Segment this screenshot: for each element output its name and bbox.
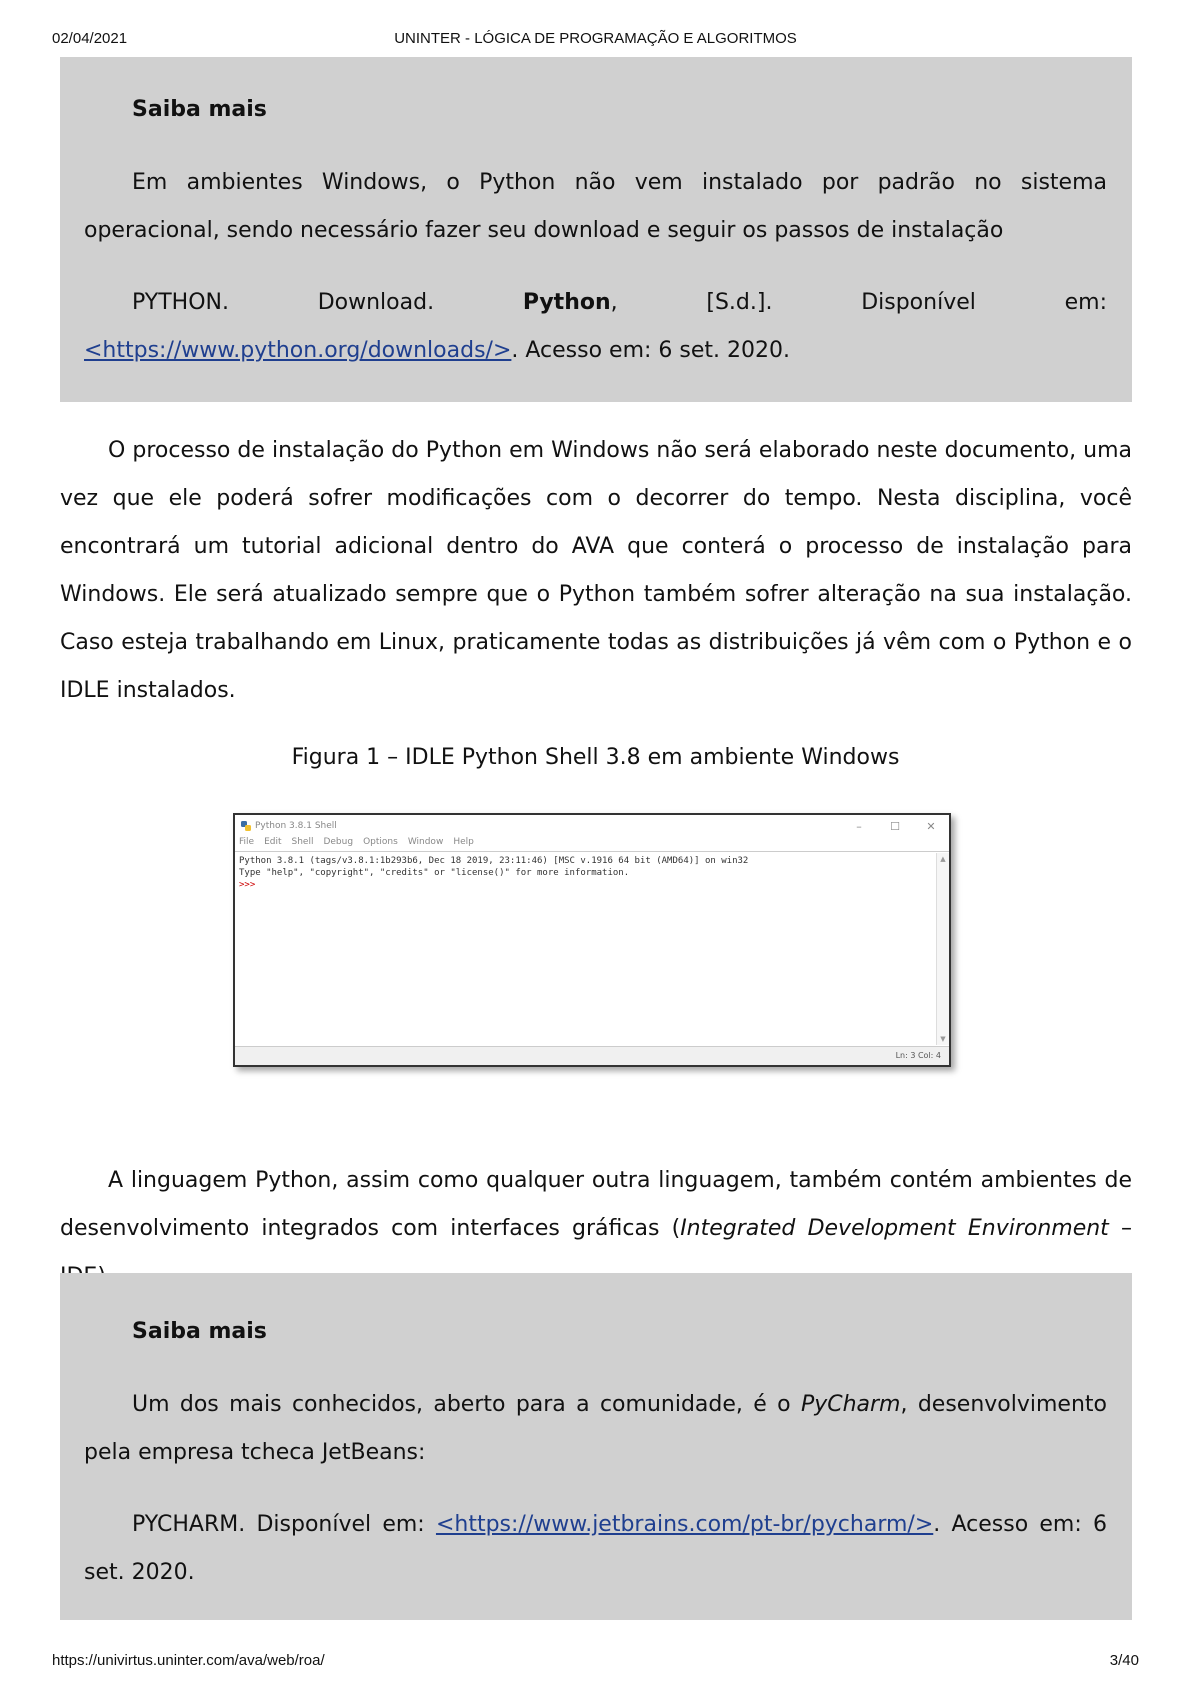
shell-output [235, 853, 935, 1045]
menu-file: File [239, 837, 255, 847]
idle-shell-screenshot [233, 813, 951, 1067]
python-download-link[interactable]: <https://www.python.org/downloads/> [84, 338, 512, 363]
page-number: 3/40 [1109, 1652, 1139, 1669]
reference-text: PYCHARM. Disponível em: [132, 1512, 436, 1537]
scroll-up-icon: ▲ [940, 855, 946, 863]
window-menubar [235, 837, 949, 852]
box-paragraph [84, 1381, 1107, 1477]
box-reference [84, 1501, 1107, 1597]
reference-text: , [S.d.]. Disponível em: [610, 290, 1107, 315]
box-title: Saiba mais [132, 1319, 267, 1344]
scrollbar [936, 853, 949, 1045]
window-titlebar [235, 815, 949, 837]
box-paragraph: Em ambientes Windows, o Python não vem instalado por padrão no sistema operacional, sendo necessário fazer seu download e seguir os passos de instalação [84, 170, 1107, 243]
saiba-mais-box-python [60, 57, 1132, 402]
menu-options: Options [363, 837, 398, 847]
reference-text: PYTHON. Download. [132, 290, 523, 315]
header-date: 02/04/2021 [52, 30, 128, 47]
shell-line: Type "help", "copyright", "credits" or "license()" for more information. [239, 868, 630, 878]
saiba-mais-box-pycharm [60, 1273, 1132, 1620]
close-icon: ✕ [926, 819, 936, 833]
reference-text: . Acesso em: 6 set. 2020. [84, 1512, 1107, 1585]
paragraph-italic: Integrated Development Environment [680, 1216, 1109, 1241]
figure-caption: Figura 1 – IDLE Python Shell 3.8 em ambiente Windows [291, 745, 900, 770]
menu-window: Window [407, 837, 444, 847]
box-italic: PyCharm [800, 1392, 901, 1417]
pycharm-link[interactable]: <https://www.jetbrains.com/pt-br/pycharm/> [435, 1512, 934, 1537]
footer-url: https://univirtus.uninter.com/ava/web/roa/ [52, 1652, 325, 1669]
box-text: , desenvolvimento pela empresa tcheca JetBeans: [84, 1392, 1107, 1465]
paragraph-text: – [1120, 1216, 1132, 1241]
header-title: UNINTER - LÓGICA DE PROGRAMAÇÃO E ALGORITMOS [394, 30, 797, 47]
body-paragraph: O processo de instalação do Python em Windows não será elaborado neste documento, uma vez que ele poderá sofrer modificações com o decorrer do tempo. Nesta disciplina, você encontrará um tutorial adicional dentro do AVA que conterá o processo de instalação para Windows. Ele será atualizado sempre que o Python também sofrer alteração na sua instalação. Caso esteja trabalhando em Linux, praticamente todas as distribuições já vêm com o Python e o IDLE instalados. [60, 438, 1132, 703]
menu-edit: Edit [264, 837, 282, 847]
menu-shell: Shell [291, 837, 314, 847]
reference-text: . Acesso em: 6 set. 2020. [511, 338, 790, 363]
box-title: Saiba mais [132, 97, 267, 122]
python-icon [241, 821, 251, 831]
minimize-icon: – [856, 819, 862, 833]
scroll-down-icon: ▼ [940, 1035, 946, 1043]
paragraph-text: A linguagem Python, assim como qualquer outra linguagem, também contém ambientes de desenvolvimento integrados com interfaces gráficas ( [60, 1168, 1132, 1241]
menu-help: Help [453, 837, 474, 847]
box-text: Um dos mais conhecidos, aberto para a comunidade, é o [132, 1392, 801, 1417]
status-bar: Ln: 3 Col: 4 [235, 1046, 949, 1065]
shell-line: Python 3.8.1 (tags/v3.8.1:1b293b6, Dec 18 2019, 23:11:46) [MSC v.1916 64 bit (AMD64)] on win32 [239, 856, 749, 866]
window-title: Python 3.8.1 Shell [255, 821, 337, 831]
reference-bold-title: Python [522, 290, 611, 315]
maximize-icon: ☐ [890, 819, 900, 833]
shell-prompt: >>> [239, 880, 256, 890]
menu-debug: Debug [323, 837, 354, 847]
box-reference [84, 279, 1107, 375]
